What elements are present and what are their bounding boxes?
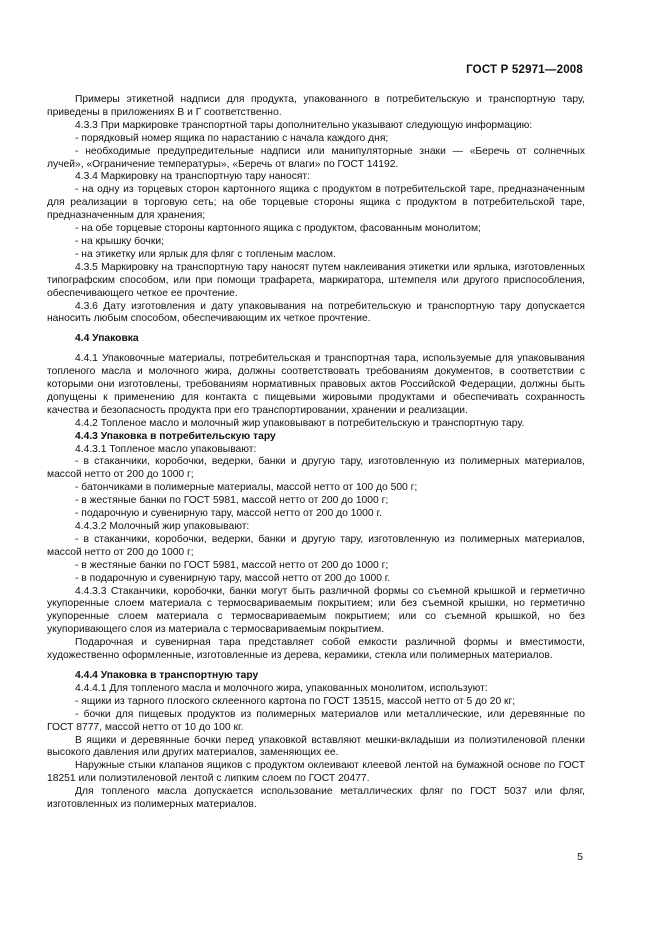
list-item: - необходимые предупредительные надписи или манипуляторные знаки — «Беречь от солнечных лучей», «Ограничение температуры», «Беречь от влаги» по ГОСТ 14192. bbox=[47, 145, 585, 170]
paragraph: 4.3.4 Маркировку на транспортную тару наносят: bbox=[75, 171, 311, 183]
list-item: - на этикетку или ярлык для фляг с топленым маслом. bbox=[75, 248, 336, 260]
paragraph: 4.3.3 При маркировке транспортной тары дополнительно указывают следующую информацию: bbox=[75, 119, 533, 131]
list-item: - на обе торцевые стороны картонного ящика с продуктом, фасованным монолитом; bbox=[75, 223, 481, 235]
list-item: - в стаканчики, коробочки, ведерки, банки и другую тару, изготовленную из полимерных материалов, массой нетто от 200 до 1000 г; bbox=[47, 533, 585, 558]
paragraph: 4.4.4.1 Для топленого масла и молочного жира, упакованных монолитом, используют: bbox=[75, 682, 488, 694]
paragraph: 4.3.6 Дату изготовления и дату упаковывания на потребительскую и транспортную тару допускается наносить любым способом, обеспечивающим их четкое прочтение. bbox=[47, 300, 585, 325]
section-heading: 4.4 Упаковка bbox=[75, 333, 139, 345]
list-item: - в подарочную и сувенирную тару, массой нетто от 200 до 1000 г. bbox=[75, 572, 391, 584]
document-body bbox=[47, 94, 585, 812]
paragraph: 4.3.5 Маркировку на транспортную тару наносят путем наклеивания этикетки или ярлыка, изготовленных типографским способом, или при помощи трафарета, маркиратора, штемпеля или другого приспособления, обеспечивающего четкое ее прочтение. bbox=[47, 261, 585, 299]
list-item: - в жестяные банки по ГОСТ 5981, массой нетто от 200 до 1000 г; bbox=[75, 559, 389, 571]
paragraph: В ящики и деревянные бочки перед упаковкой вставляют мешки-вкладыши из полиэтиленовой пленки высокого давления или других материалов, заменяющих ее. bbox=[47, 734, 585, 759]
list-item: - на крышку бочки; bbox=[75, 235, 164, 247]
list-item: - батончиками в полимерные материалы, массой нетто от 100 до 500 г; bbox=[75, 482, 418, 494]
paragraph: 4.4.2 Топленое масло и молочный жир упаковывают в потребительскую и транспортную тару. bbox=[75, 417, 525, 429]
document-header: ГОСТ Р 52971—2008 bbox=[466, 64, 583, 76]
paragraph: 4.4.1 Упаковочные материалы, потребительская и транспортная тара, используемые для упаковывания топленого масла и молочного жира, должны соответствовать требованиям документов, в соответствии с которыми они изготовлены, требованиям нормативных правовых актов Российской Федерации, должны быть допущены к применению для контакта с пищевыми жировыми продуктами и обеспечивать сохранность качества и безопасность продукта при его транспортировании, хранении и реализации. bbox=[47, 353, 585, 416]
paragraph: Для топленого масла допускается использование металлических фляг по ГОСТ 5037 или фляг, изготовленных из полимерных материалов. bbox=[47, 786, 585, 811]
subsection-heading: 4.4.3 Упаковка в потребительскую тару bbox=[75, 430, 276, 442]
paragraph: 4.4.3.1 Топленое масло упаковывают: bbox=[75, 443, 257, 455]
paragraph: 4.4.3.3 Стаканчики, коробочки, банки могут быть различной формы со съемной крышкой и герметично укупоренные слоем материала с термосвариваемым покрытием; или без съемной крышки, но герметично укупоренные слоем материала с термосвариваемым покрытием; или со съемной крышкой, но без укупоривающего слоя из материала с термосвариваемым покрытием. bbox=[47, 585, 585, 636]
list-item: - на одну из торцевых сторон картонного ящика с продуктом в потребительской таре, предназначенным для реализации в торговую сеть; на обе торцевые стороны ящика с продуктом в потребительской таре, предназначенным для хранения; bbox=[47, 184, 585, 222]
list-item: - ящики из тарного плоского склеенного картона по ГОСТ 13515, массой нетто от 5 до 20 кг; bbox=[75, 695, 516, 707]
list-item: - бочки для пищевых продуктов из полимерных материалов или металлические, или деревянные по ГОСТ 8777, массой нетто от 10 до 100 кг. bbox=[47, 708, 585, 733]
list-item: - в стаканчики, коробочки, ведерки, банки и другую тару, изготовленную из полимерных материалов, массой нетто от 200 до 1000 г; bbox=[47, 456, 585, 481]
page-number: 5 bbox=[577, 851, 583, 863]
paragraph: Подарочная и сувенирная тара представляет собой емкости различной формы и вместимости, художественно оформленные, изготовленные из дерева, керамики, стекла или полимерных материалов. bbox=[47, 637, 585, 662]
subsection-heading: 4.4.4 Упаковка в транспортную тару bbox=[75, 669, 259, 681]
list-item: - подарочную и сувенирную тару, массой нетто от 200 до 1000 г. bbox=[75, 508, 382, 520]
list-item: - в жестяные банки по ГОСТ 5981, массой нетто от 200 до 1000 г; bbox=[75, 495, 389, 507]
paragraph: Наружные стыки клапанов ящиков с продуктом оклеивают клеевой лентой на бумажной основе по ГОСТ 18251 или полиэтиленовой лентой с липким слоем по ГОСТ 20477. bbox=[47, 760, 585, 785]
list-item: - порядковый номер ящика по нарастанию с начала каждого дня; bbox=[75, 132, 389, 144]
paragraph: Примеры этикетной надписи для продукта, упакованного в потребительскую и транспортную тару, приведены в приложениях В и Г соответственно. bbox=[47, 94, 585, 118]
paragraph: 4.4.3.2 Молочный жир упаковывают: bbox=[75, 521, 250, 532]
